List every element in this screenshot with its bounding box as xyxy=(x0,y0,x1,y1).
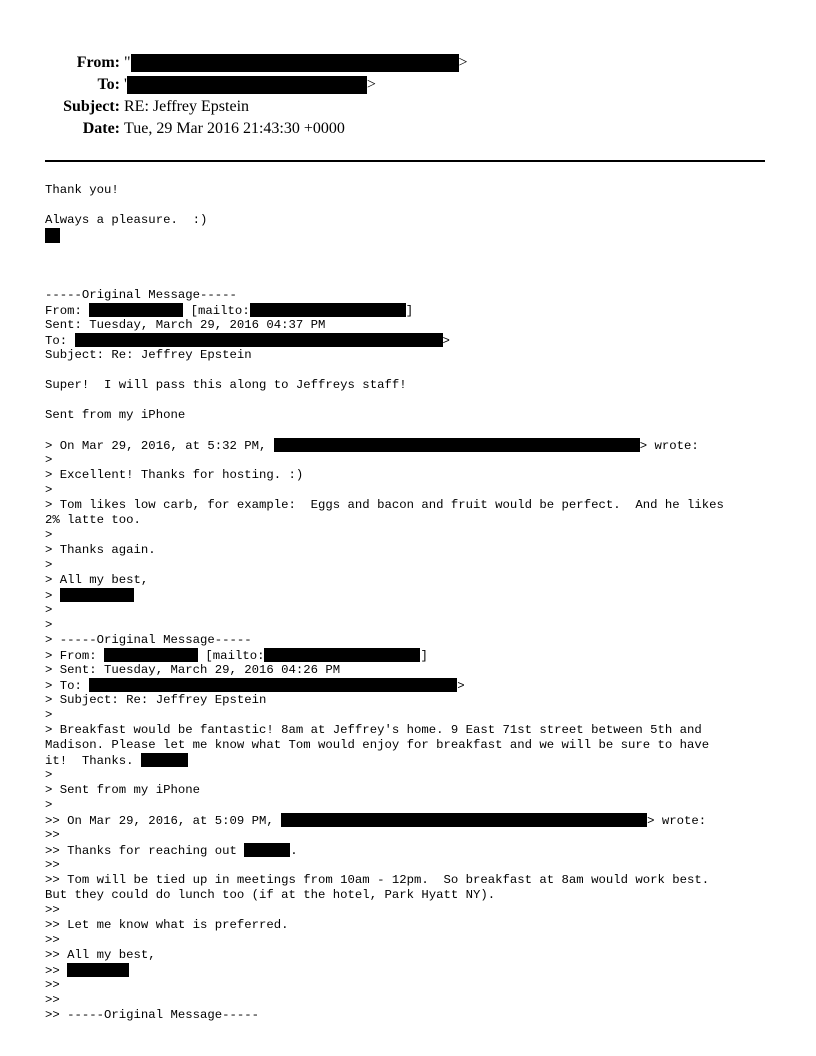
to-row xyxy=(0,75,816,97)
redaction xyxy=(67,963,129,977)
quoted-from-line: From: [mailto: ] xyxy=(45,304,414,318)
quoted-line: > xyxy=(45,453,53,467)
to-label: To: xyxy=(97,76,120,93)
quoted-line: > On Mar 29, 2016, at 5:32 PM, > wrote: xyxy=(45,439,699,453)
quoted-line: >> Let me know what is preferred. xyxy=(45,918,289,932)
quoted-line: > Sent from my iPhone xyxy=(45,783,200,797)
redaction xyxy=(131,54,459,72)
quoted-line: > xyxy=(45,588,775,603)
quoted-line: > Tom likes low carb, for example: Eggs and bacon and fruit would be perfect. And he likes xyxy=(45,498,724,512)
quoted-line: > xyxy=(45,768,53,782)
quoted-line: >> Thanks for reaching out . xyxy=(45,844,298,858)
from-value: " > xyxy=(124,54,468,71)
quoted-subject-line: > Subject: Re: Jeffrey Epstein xyxy=(45,693,267,707)
quoted-line: > xyxy=(45,528,53,542)
date-value: Tue, 29 Mar 2016 21:43:30 +0000 xyxy=(124,120,345,137)
quoted-line: 2% latte too. xyxy=(45,513,141,527)
body-line: Super! I will pass this along to Jeffreys staff! xyxy=(45,378,407,392)
redaction xyxy=(45,228,60,243)
body-line: Sent from my iPhone xyxy=(45,408,186,422)
subject-row xyxy=(0,97,816,119)
from-row xyxy=(0,53,816,75)
quoted-line: > Thanks again. xyxy=(45,543,156,557)
quoted-subject-line: Subject: Re: Jeffrey Epstein xyxy=(45,348,252,362)
blank-line xyxy=(45,393,775,408)
redaction xyxy=(281,813,647,827)
quoted-sent-line: > Sent: Tuesday, March 29, 2016 04:26 PM xyxy=(45,663,341,677)
quoted-line: > All my best, xyxy=(45,573,149,587)
quoted-line: >> All my best, xyxy=(45,948,156,962)
redaction xyxy=(89,678,457,692)
quoted-line: > Breakfast would be fantastic! 8am at Jeffrey's home. 9 East 71st street between 5th and xyxy=(45,723,702,737)
blank-line xyxy=(45,258,775,273)
blank-line xyxy=(45,423,775,438)
redaction xyxy=(250,303,406,317)
quoted-line: >> xyxy=(45,828,60,842)
subject-label: Subject: xyxy=(63,98,120,115)
signature-line xyxy=(45,228,775,243)
quoted-line: > xyxy=(45,798,53,812)
redaction xyxy=(264,648,420,662)
quoted-line: > xyxy=(45,603,53,617)
redaction xyxy=(127,76,367,94)
quoted-line: Madison. Please let me know what Tom would enjoy for breakfast and we will be sure to have xyxy=(45,738,710,752)
quoted-line: > xyxy=(45,483,53,497)
redaction xyxy=(141,753,188,767)
email-body xyxy=(45,183,775,1023)
quoted-to-line: To: > xyxy=(45,334,450,348)
redaction xyxy=(60,588,134,602)
original-message-divider: >> -----Original Message----- xyxy=(45,1008,260,1022)
date-row xyxy=(0,119,816,141)
redaction xyxy=(104,648,198,662)
quoted-line: But they could do lunch too (if at the hotel, Park Hyatt NY). xyxy=(45,888,496,902)
quoted-line: > xyxy=(45,708,53,722)
blank-line xyxy=(45,363,775,378)
email-header xyxy=(0,0,816,150)
original-message-divider: -----Original Message----- xyxy=(45,288,237,302)
blank-line xyxy=(45,243,775,258)
subject-value: RE: Jeffrey Epstein xyxy=(124,98,250,115)
quoted-from-line: > From: [mailto: ] xyxy=(45,649,428,663)
body-line: Always a pleasure. :) xyxy=(45,213,208,227)
quoted-line: >> xyxy=(45,903,60,917)
quoted-line: >> xyxy=(45,978,60,992)
redaction xyxy=(89,303,183,317)
from-label: From: xyxy=(76,54,120,71)
quoted-line: > xyxy=(45,558,53,572)
quoted-line: >> On Mar 29, 2016, at 5:09 PM, > wrote: xyxy=(45,814,707,828)
quoted-sent-line: Sent: Tuesday, March 29, 2016 04:37 PM xyxy=(45,318,326,332)
quoted-line: it! Thanks. xyxy=(45,753,775,768)
quoted-to-line: > To: > xyxy=(45,679,465,693)
redaction xyxy=(244,843,290,857)
blank-line xyxy=(45,198,775,213)
original-message-divider: > -----Original Message----- xyxy=(45,633,252,647)
header-divider xyxy=(45,160,765,162)
quoted-line: > xyxy=(45,618,53,632)
quoted-line: >> xyxy=(45,933,60,947)
redaction xyxy=(75,333,443,347)
blank-line xyxy=(45,273,775,288)
body-line: Thank you! xyxy=(45,183,119,197)
redaction xyxy=(274,438,640,452)
quoted-line: >> xyxy=(45,858,60,872)
quoted-line: > Excellent! Thanks for hosting. :) xyxy=(45,468,304,482)
to-value: ' > xyxy=(124,76,376,93)
quoted-line: >> xyxy=(45,993,60,1007)
quoted-line: >> Tom will be tied up in meetings from 10am - 12pm. So breakfast at 8am would work best. xyxy=(45,873,710,887)
quoted-line: >> xyxy=(45,963,775,978)
date-label: Date: xyxy=(82,120,120,137)
